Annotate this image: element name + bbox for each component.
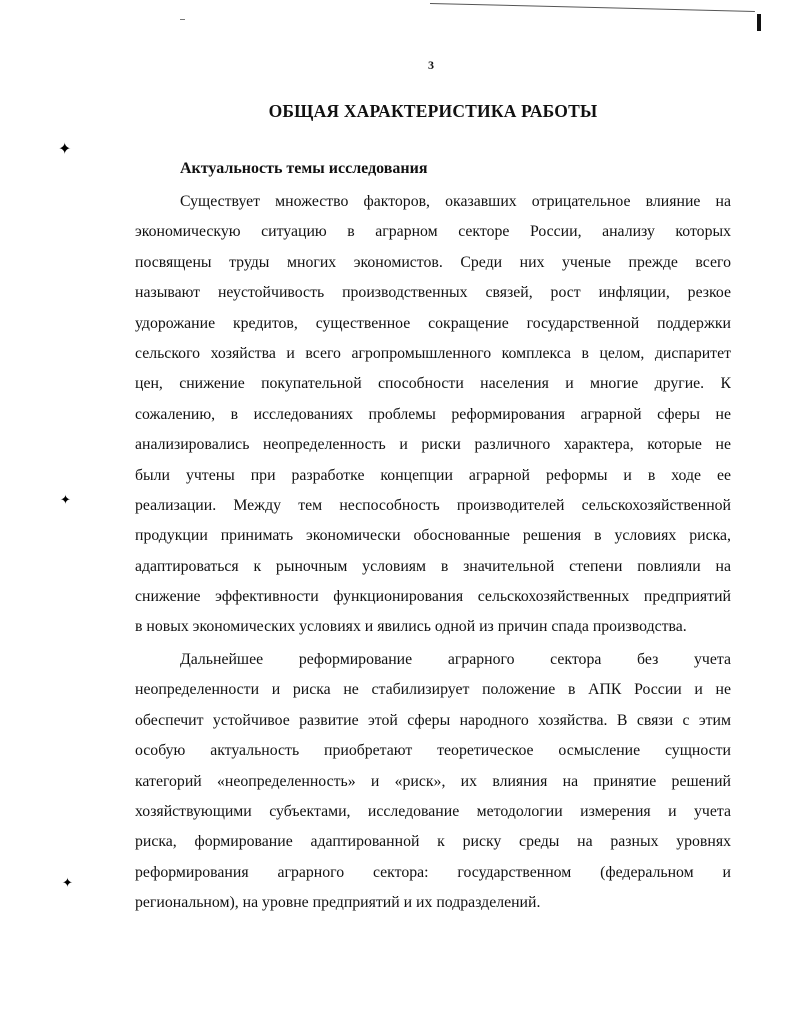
paragraph-line: неопределенности и риска не стабилизирует положение в АПК России и не xyxy=(135,681,731,699)
paragraph-line: удорожание кредитов, существенное сокращение государственной поддержки xyxy=(135,314,731,332)
paragraph-line: реализации. Между тем неспособность производителей сельскохозяйственной xyxy=(135,496,731,514)
paragraph-line: экономическую ситуацию в аграрном секторе России, анализу которых xyxy=(135,223,731,241)
paragraph-line: снижение эффективности функционирования сельскохозяйственных предприятий xyxy=(135,588,731,606)
paragraph-line: продукции принимать экономически обоснованные решения в условиях риска, xyxy=(135,527,731,545)
paragraph-line: Существует множество факторов, оказавших отрицательное влияние на xyxy=(180,193,731,210)
paragraph-line: региональном), на уровне предприятий и их подразделений. xyxy=(135,894,541,912)
scan-artifact-dash xyxy=(180,19,185,20)
paragraph-line: адаптироваться к рыночным условиям в значительной степени повлияли на xyxy=(135,557,731,575)
paragraph-line: в новых экономических условиях и явились одной из причин спада производства. xyxy=(135,618,687,636)
scan-artifact-mark xyxy=(757,14,761,31)
page-title: ОБЩАЯ ХАРАКТЕРИСТИКА РАБОТЫ xyxy=(268,101,598,121)
paragraph-line: риска, формирование адаптированной к риску среды на разных уровнях xyxy=(135,833,731,851)
paragraph-line: обеспечит устойчивое развитие этой сферы народного хозяйства. В связи с этим xyxy=(135,711,731,729)
paragraph-2 xyxy=(135,645,731,919)
paragraph-line: были учтены при разработке концепции аграрной реформы и в ходе ее xyxy=(135,466,731,484)
paragraph-line: цен, снижение покупательной способности населения и многие другие. К xyxy=(135,375,731,393)
paragraph-line: сельского хозяйства и всего агропромышленного комплекса в целом, диспаритет xyxy=(135,344,731,362)
page-number: 3 xyxy=(428,58,434,72)
punch-hole-icon: ✦ xyxy=(58,141,72,158)
paragraph-line: сожалению, в исследованиях проблемы реформирования аграрной сферы не xyxy=(135,405,731,423)
paragraph-line: категорий «неопределенность» и «риск», их влияния на принятие решений xyxy=(135,772,731,790)
paragraph-line: посвящены труды многих экономистов. Среди них ученые прежде всего xyxy=(135,253,731,271)
section-heading: Актуальность темы исследования xyxy=(180,160,428,177)
paragraph-line: Дальнейшее реформирование аграрного сектора без учета xyxy=(180,651,731,668)
paragraph-line: хозяйствующими субъектами, исследование методологии измерения и учета xyxy=(135,802,731,820)
punch-hole-icon: ✦ xyxy=(60,492,71,507)
paragraph-line: называют неустойчивость производственных связей, рост инфляции, резкое xyxy=(135,284,731,302)
paragraph-line: анализировались неопределенность и риски различного характера, которые не xyxy=(135,436,731,454)
scan-artifact-line xyxy=(430,3,755,12)
punch-hole-icon: ✦ xyxy=(62,875,73,890)
paragraph-line: особую актуальность приобретают теоретическое осмысление сущности xyxy=(135,742,731,760)
paragraph-1 xyxy=(135,187,731,643)
paragraph-line: реформирования аграрного сектора: государственном (федеральном и xyxy=(135,863,731,881)
